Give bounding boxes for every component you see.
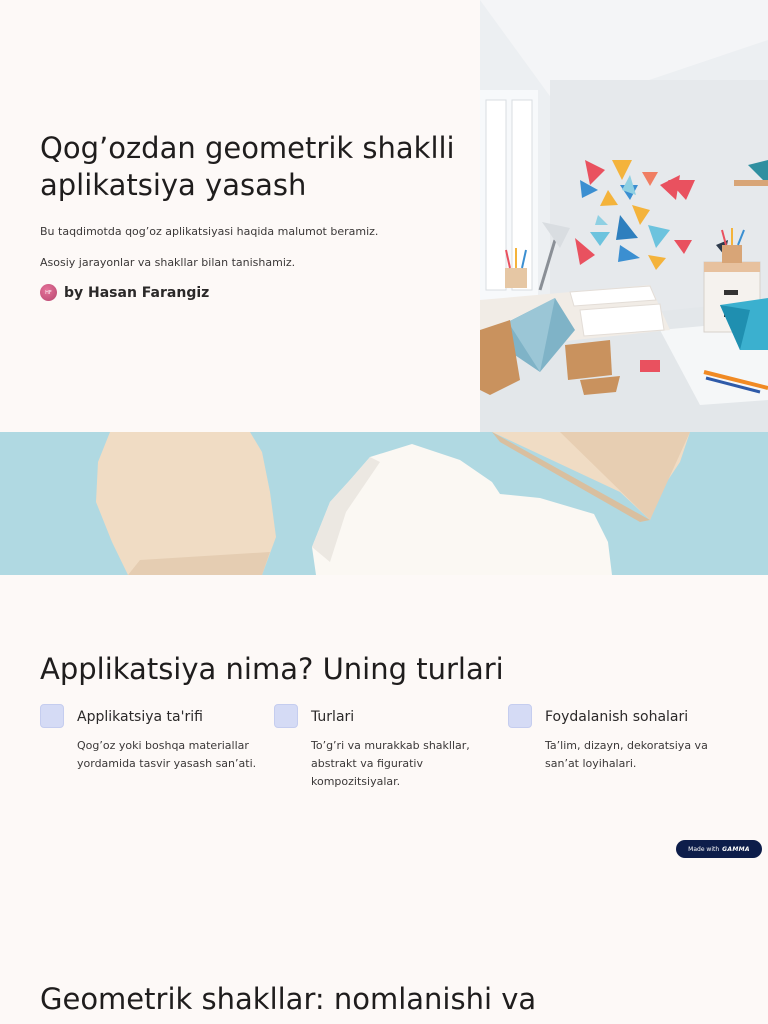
card-title: Applikatsiya ta'rifi bbox=[77, 709, 203, 725]
card-description: Qog’oz yoki boshqa materiallar yordamida tasvir yasash san’ati. bbox=[77, 739, 257, 770]
badge-prefix: Made with bbox=[688, 845, 720, 853]
intro-paragraph-1: Bu taqdimotda qog’oz aplikatsiyasi haqida malumot beramiz. bbox=[40, 225, 379, 238]
next-section-heading: Geometrik shakllar: nomlanishi va bbox=[40, 982, 537, 1016]
intro-paragraph-2: Asosiy jarayonlar va shakllar bilan tanishamiz. bbox=[40, 256, 296, 269]
section-heading: Applikatsiya nima? Uning turlari bbox=[40, 652, 504, 686]
card-square-icon bbox=[508, 704, 532, 728]
badge-brand: GAMMA bbox=[722, 845, 750, 853]
author-name: by Hasan Farangiz bbox=[64, 284, 210, 301]
author-line bbox=[40, 284, 209, 301]
card-square-icon bbox=[40, 704, 64, 728]
paper-banner-image bbox=[0, 432, 768, 575]
avatar: HF bbox=[40, 284, 57, 301]
card-square-icon bbox=[274, 704, 298, 728]
card-title: Turlari bbox=[311, 709, 355, 725]
card-description: Ta’lim, dizayn, dekoratsiya va san’at loyihalari. bbox=[545, 739, 708, 770]
hero-image bbox=[480, 0, 768, 432]
slide-title: Qog’ozdan geometrik shaklli aplikatsiya yasash bbox=[40, 131, 455, 202]
card-description: To’g’ri va murakkab shakllar, abstrakt va figurativ kompozitsiyalar. bbox=[311, 739, 470, 788]
title-slide bbox=[0, 0, 768, 432]
made-with-gamma-badge[interactable] bbox=[676, 840, 762, 858]
card-title: Foydalanish sohalari bbox=[545, 709, 689, 725]
